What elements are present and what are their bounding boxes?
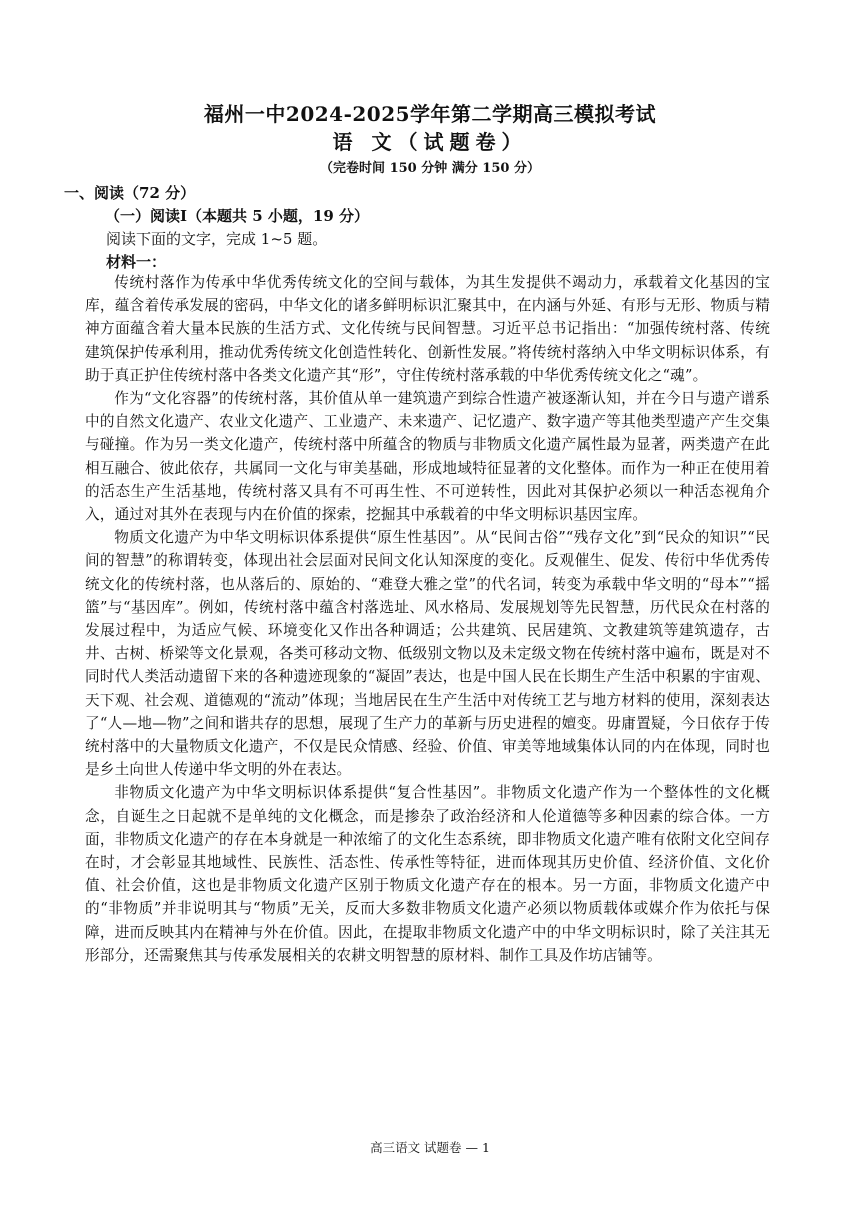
page-footer: 高三语文 试题卷 — 1 [370,1140,490,1155]
exam-subtitle: 语 文（试题卷） [332,130,528,154]
reading-instruction: 阅读下面的文字，完成 1~5 题。 [106,230,328,248]
section-subheading: （一）阅读Ⅰ（本题共 5 小题，19 分） [105,207,369,225]
passage-paragraph: 传统村落作为传承中华优秀传统文化的空间与载体，为其生发提供不竭动力，承载着文化基因的宝库，蕴含着传承发展的密码，中华文化的诸多鲜明标识汇聚其中，在内涵与外延、有形与无形、物质与精神方面蕴含着大量本民族的生活方式、文化传统与民间智慧。习近平总书记指出：“加强传统村落、传统建筑保护传承利用，推动优秀传统文化创造性转化、创新性发展。”将传统村落纳入中华文明标识体系，有助于真正护住传统村落中各类文化遗产其“形”，守住传统村落承载的中华优秀传统文化之“魂”。 [85,274,770,384]
passage-paragraph: 作为“文化容器”的传统村落，其价值从单一建筑遗产到综合性遗产被逐渐认知，并在今日与遗产谱系中的自然文化遗产、农业文化遗产、工业遗产、未来遗产、记忆遗产、数字遗产等其他类型遗产产生交集与碰撞。作为另一类文化遗产，传统村落中所蕴含的物质与非物质文化遗产属性最为显著，两类遗产在此相互融合、彼此依存，共属同一文化与审美基础，形成地域特征显著的文化整体。而作为一种正在使用着的活态生产生活基地，传统村落又具有不可再生性、不可逆转性，因此对其保护必须以一种活态视角介入，通过对其外在表现与内在价值的探索，挖掘其中承载着的中华文明标识基因宝库。 [85,390,770,524]
exam-time-info: （完卷时间 150 分钟 满分 150 分） [320,161,540,176]
passage-body [85,271,770,967]
section-heading: 一、阅读（72 分） [64,184,196,202]
material-label: 材料一： [106,253,167,271]
passage-paragraph: 非物质文化遗产为中华文明标识体系提供“复合性基因”。非物质文化遗产作为一个整体性的文化概念，自诞生之日起就不是单纯的文化概念，而是掺杂了政治经济和人伦道德等多种因素的综合体。一方面，非物质文化遗产的存在本身就是一种浓缩了的文化生态系统，即非物质文化遗产唯有依附文化空间存在时，才会彰显其地域性、民族性、活态性、传承性等特征，进而体现其历史价值、经济价值、文化价值、社会价值，这也是非物质文化遗产区别于物质文化遗产存在的根本。另一方面，非物质文化遗产中的“非物质”并非说明其与“物质”无关，反而大多数非物质文化遗产必须以物质载体或媒介作为依托与保障，进而反映其内在精神与外在价值。因此，在提取非物质文化遗产中的中华文明标识时，除了关注其无形部分，还需聚焦其与传承发展相关的农耕文明智慧的原材料、制作工具及作坊店铺等。 [85,784,770,964]
passage-paragraph: 物质文化遗产为中华文明标识体系提供“原生性基因”。从“民间古俗”“残存文化”到“民众的知识”“民间的智慧”的称谓转变，体现出社会层面对民间文化认知深度的变化。反观催生、促发、传衍中华优秀传统文化的传统村落，也从落后的、原始的、“难登大雅之堂”的代名词，转变为承载中华文明的“母本”“摇篮”与“基因库”。例如，传统村落中蕴含村落选址、风水格局、发展规划等先民智慧，历代民众在村落的发展过程中，为适应气候、环境变化又作出各种调适；公共建筑、民居建筑、文教建筑等建筑遗存，古井、古树、桥梁等文化景观，各类可移动文物、低级别文物以及未定级文物在传统村落中遍布，既是对不同时代人类活动遗留下来的各种遗迹现象的“凝固”表达，也是中国人民在长期生产生活中积累的宇宙观、天下观、社会观、道德观的“流动”体现；当地居民在生产生活中对传统工艺与地方材料的使用，深刻表达了“人—地—物”之间和谐共存的思想，展现了生产力的革新与历史进程的嬗变。毋庸置疑，今日依存于传统村落中的大量物质文化遗产，不仅是民众情感、经验、价值、审美等地域集体认同的内在体现，同时也是乡土向世人传递中华文明的外在表达。 [85,529,770,779]
exam-title: 福州一中2024-2025学年第二学期高三模拟考试 [203,102,657,126]
